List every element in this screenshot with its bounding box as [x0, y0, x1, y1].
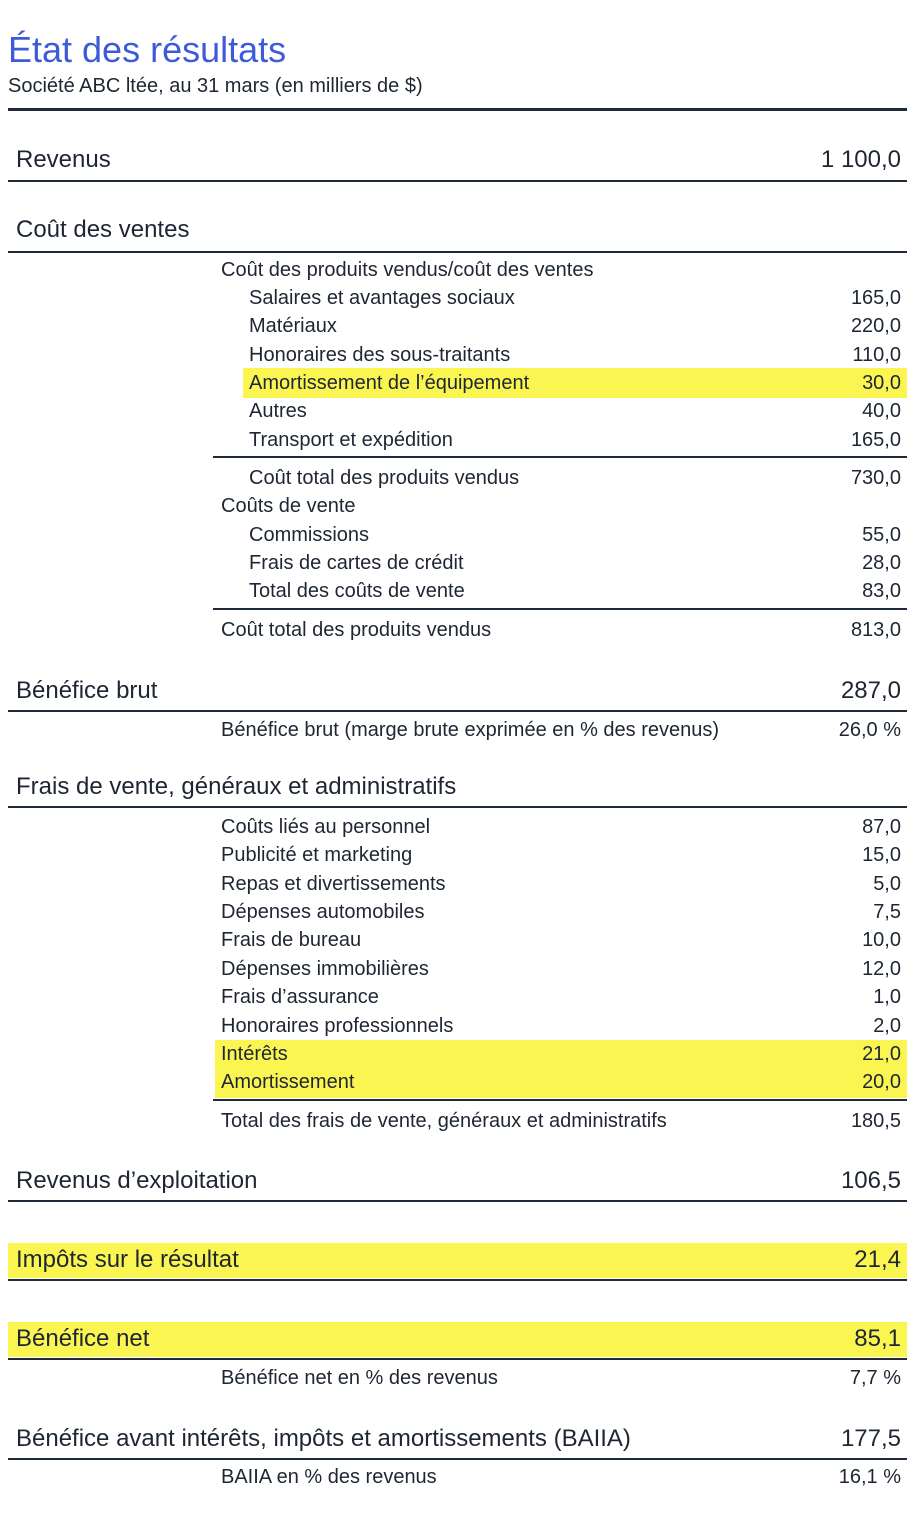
- page-subtitle: Société ABC ltée, au 31 mars (en milliers de $): [8, 75, 423, 97]
- line-item: Commissions 55,0: [249, 524, 901, 546]
- line-item: Amortissement de l’équipement 30,0: [249, 372, 901, 394]
- header-divider: [8, 108, 907, 111]
- line-item: Honoraires des sous-traitants 110,0: [249, 344, 901, 366]
- revenus-exploitation-divider: [8, 1200, 907, 1202]
- line-item: Transport et expédition 165,0: [249, 429, 901, 451]
- impots-row: Impôts sur le résultat 21,4: [16, 1246, 901, 1273]
- cout-ventes-row: [0, 211, 913, 249]
- cv-divider: [213, 608, 907, 610]
- line-item: Frais de bureau 10,0: [221, 929, 901, 951]
- frais-vga-items-divider: [213, 1099, 907, 1101]
- benefice-brut-row: Bénéfice brut 287,0: [16, 677, 901, 704]
- revenus-exploitation-row: Revenus d’exploitation 106,5: [16, 1167, 901, 1194]
- frais-vga-row: Frais de vente, généraux et administratifs: [16, 773, 457, 800]
- cout-ventes-total-row: Coût total des produits vendus 813,0: [221, 619, 901, 641]
- baiia-divider: [8, 1458, 907, 1460]
- line-item: Autres 40,0: [249, 400, 901, 422]
- cout-ventes-divider: [8, 251, 907, 253]
- line-item: Dépenses immobilières 12,0: [221, 958, 901, 980]
- revenus-divider: [8, 180, 907, 182]
- cpv-header: Coût des produits vendus/coût des ventes: [221, 259, 594, 281]
- line-item: Salaires et avantages sociaux 165,0: [249, 287, 901, 309]
- benefice-net-row: Bénéfice net 85,1: [16, 1325, 901, 1352]
- benefice-net-pct-row: Bénéfice net en % des revenus 7,7 %: [221, 1367, 901, 1389]
- benefice-brut-divider: [8, 710, 907, 712]
- impots-divider: [8, 1279, 907, 1281]
- cout-ventes-label: Coût des ventes: [16, 216, 190, 243]
- cpv-divider: [213, 456, 907, 458]
- baiia-row: Bénéfice avant intérêts, impôts et amortissements (BAIIA) 177,5: [16, 1425, 901, 1452]
- revenus-value: 1 100,0: [820, 146, 901, 173]
- line-item: Matériaux 220,0: [249, 315, 901, 337]
- line-item: Coûts liés au personnel 87,0: [221, 816, 901, 838]
- line-item: Frais d’assurance 1,0: [221, 986, 901, 1008]
- page-title: État des résultats: [8, 29, 287, 70]
- frais-vga-total-row: Total des frais de vente, généraux et administratifs 180,5: [221, 1110, 901, 1132]
- line-item: Publicité et marketing 15,0: [221, 844, 901, 866]
- line-item: Dépenses automobiles 7,5: [221, 901, 901, 923]
- line-item: Amortissement 20,0: [221, 1071, 901, 1093]
- line-item: Intérêts 21,0: [221, 1043, 901, 1065]
- line-item: Honoraires professionnels 2,0: [221, 1015, 901, 1037]
- line-item: Repas et divertissements 5,0: [221, 873, 901, 895]
- cpv-total-row: Coût total des produits vendus 730,0: [249, 467, 901, 489]
- cv-header: Coûts de vente: [221, 495, 356, 517]
- revenus-row: [0, 141, 913, 179]
- frais-vga-divider: [8, 806, 907, 808]
- line-item: Frais de cartes de crédit 28,0: [249, 552, 901, 574]
- line-item: Total des coûts de vente 83,0: [249, 580, 901, 602]
- marge-brute-row: Bénéfice brut (marge brute exprimée en % des revenus) 26,0 %: [221, 719, 901, 741]
- revenus-label: Revenus: [16, 146, 111, 173]
- baiia-pct-row: BAIIA en % des revenus 16,1 %: [221, 1466, 901, 1488]
- benefice-net-divider: [8, 1358, 907, 1360]
